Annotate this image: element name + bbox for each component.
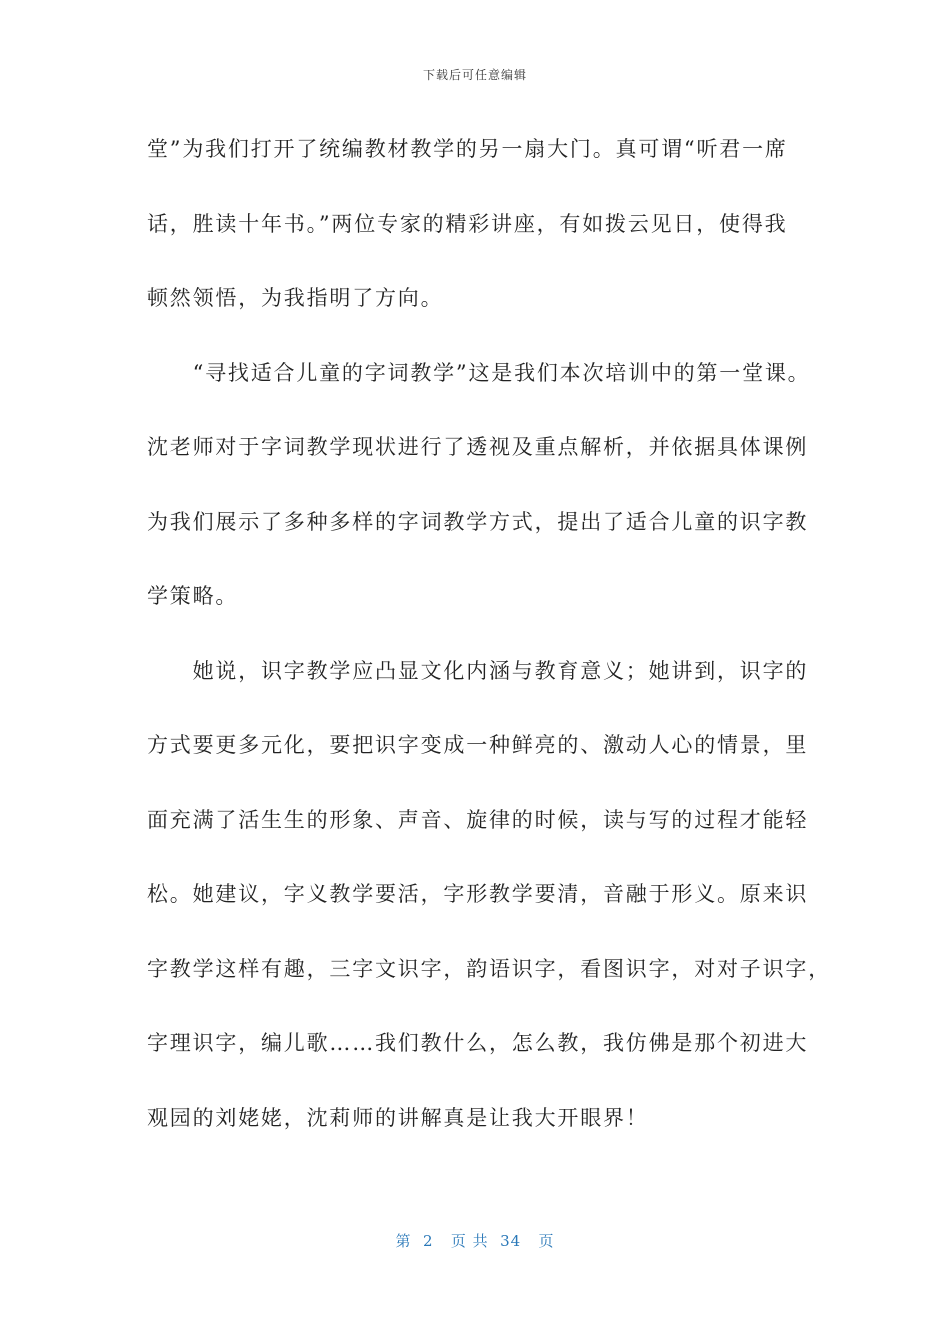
- text-line: 字教学这样有趣，三字文识字，韵语识字，看图识字，对对子识字，: [147, 956, 831, 981]
- text-line: 字理识字，编儿歌……我们教什么，怎么教，我仿佛是那个初进大: [147, 1031, 809, 1055]
- text-line: 松。她建议，字义教学要活，字形教学要清，音融于形义。原来识: [147, 882, 809, 906]
- text-line: 面充满了活生生的形象、声音、旋律的时候，读与写的过程才能轻: [147, 807, 809, 832]
- text-line: 观园的刘姥姥，沈莉师的讲解真是让我大开眼界！: [147, 1105, 649, 1130]
- text-line: 堂”为我们打开了统编教材教学的另一扇大门。真可谓“听君一席: [147, 137, 788, 161]
- text-line: “寻找适合儿童的字词教学”这是我们本次培训中的第一堂课。: [147, 360, 811, 385]
- page-number-footer: 第 2 页 共 34 页: [395, 1232, 555, 1250]
- document-body: [147, 112, 831, 1155]
- text-line: 方式要更多元化，要把识字变成一种鲜亮的、激动人心的情景，里: [147, 733, 809, 757]
- text-line: 为我们展示了多种多样的字词教学方式，提出了适合儿童的识字教: [147, 509, 809, 534]
- text-line: 她说，识字教学应凸显文化内涵与教育意义；她讲到，识字的: [147, 658, 809, 683]
- text-line: 沈老师对于字词教学现状进行了透视及重点解析，并依据具体课例: [147, 435, 809, 459]
- text-line: 顿然领悟，为我指明了方向。: [147, 286, 444, 310]
- text-line: 话，胜读十年书。”两位专家的精彩讲座，有如拨云见日，使得我: [147, 211, 788, 236]
- text-line: 学策略。: [147, 584, 239, 608]
- page-header: 下载后可任意编辑: [422, 68, 527, 82]
